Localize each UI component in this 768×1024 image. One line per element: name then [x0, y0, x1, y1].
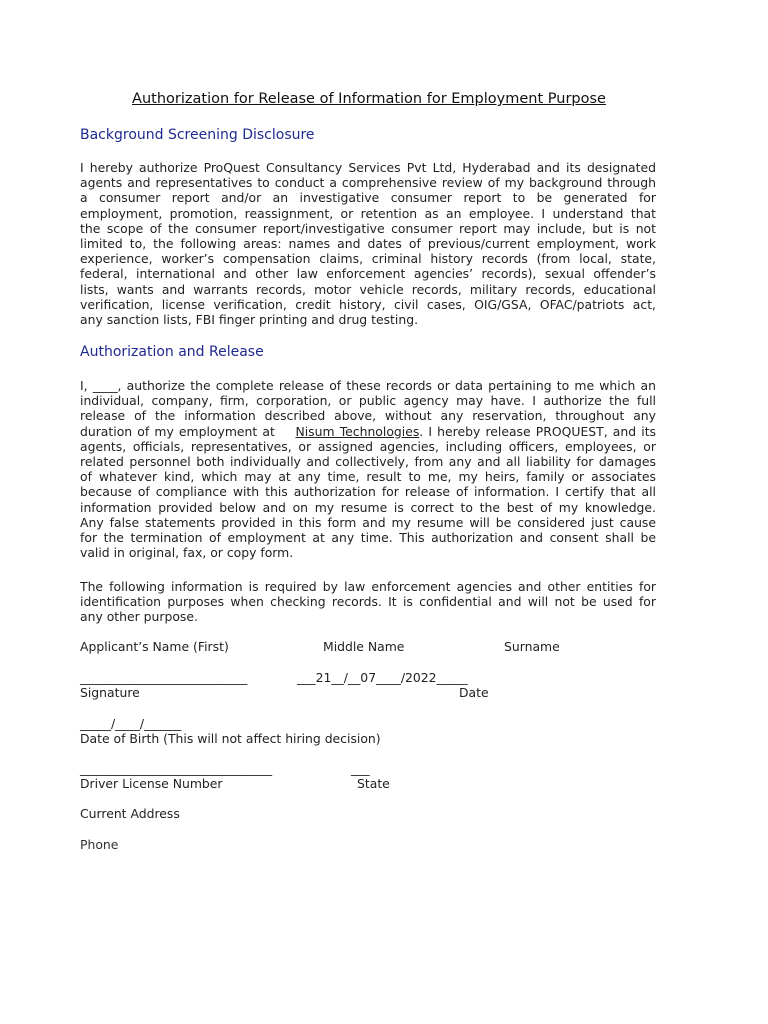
- paragraph-line: any other purpose.: [80, 609, 198, 625]
- paragraph-line: release of the information described above, without any reservation, throughout any: [80, 408, 656, 424]
- paragraph-line: experience, worker’s compensation claims, criminal history records (from local, state,: [80, 251, 656, 267]
- paragraph-line: [80, 424, 656, 439]
- driver-license-field[interactable]: _______________________________: [80, 761, 273, 776]
- section-heading-authorization-release: Authorization and Release: [80, 344, 264, 360]
- paragraph-line: because of compliance with this authorization for release of information. I certify that all: [80, 484, 656, 500]
- paragraph-line-end: . I hereby release PROQUEST, and its: [419, 423, 657, 439]
- paragraph-line: The following information is required by law enforcement agencies and other entities for: [80, 579, 656, 594]
- paragraph-line: I, ____, authorize the complete release of these records or data pertaining to me which an: [80, 378, 656, 393]
- paragraph-line: valid in original, fax, or copy form.: [80, 545, 294, 561]
- date-of-birth-field[interactable]: _____/____/______: [80, 716, 182, 731]
- surname-label: Surname: [504, 639, 560, 654]
- section-heading-background-screening: Background Screening Disclosure: [80, 127, 315, 143]
- paragraph-line: limited to, the following areas: names and dates of previous/current employment, work: [80, 236, 656, 252]
- document-title: Authorization for Release of Information for Employment Purpose: [132, 91, 606, 107]
- phone-label: Phone: [80, 837, 119, 852]
- paragraph-line: for the termination of employment at any time. This authorization and consent shall be: [80, 530, 656, 546]
- paragraph-line: individual, company, firm, corporation, or public agency may have. I authorize the full: [80, 393, 656, 409]
- background-screening-paragraph: [80, 160, 656, 327]
- paragraph-line: verification, license verification, credit history, civil cases, OIG/GSA, OFAC/patriots act,: [80, 296, 656, 312]
- paragraph-line: a consumer report and/or an investigative consumer report to be generated for: [80, 190, 656, 206]
- paragraph-line: the scope of the consumer report/investigative consumer report may include, but is not: [80, 220, 656, 236]
- paragraph-line-start: duration of my employment at: [80, 423, 275, 439]
- first-name-label: Applicant’s Name (First): [80, 639, 229, 654]
- employer-name: Nisum Technologies: [295, 423, 420, 439]
- signature-line[interactable]: ___________________________: [80, 670, 248, 685]
- paragraph-line: identification purposes when checking records. It is confidential and will not be used for: [80, 594, 656, 610]
- paragraph-line: agents, officials, representatives, or assigned agencies, including officers, employees, or: [80, 438, 656, 454]
- paragraph-line: lists, wants and warrants records, motor vehicle records, military records, educational: [80, 281, 656, 297]
- paragraph-line: information provided below and on my resume is correct to the best of my knowledge.: [80, 499, 656, 515]
- state-field[interactable]: ___: [351, 761, 370, 776]
- paragraph-line: I hereby authorize ProQuest Consultancy Services Pvt Ltd, Hyderabad and its designated: [80, 160, 656, 175]
- paragraph-line: of whatever kind, which may at any time, result to me, my heirs, family or associates: [80, 469, 656, 485]
- paragraph-line: federal, international and other law enforcement agencies’ records), sexual offender’s: [80, 266, 656, 282]
- authorization-release-paragraph: [80, 378, 656, 560]
- driver-license-label: Driver License Number: [80, 776, 223, 791]
- date-of-birth-label: Date of Birth (This will not affect hiring decision): [80, 731, 381, 746]
- middle-name-label: Middle Name: [323, 639, 405, 654]
- paragraph-line: Any false statements provided in this form and my resume will be considered just cause: [80, 514, 656, 530]
- current-address-label: Current Address: [80, 806, 180, 821]
- date-label: Date: [459, 685, 489, 700]
- paragraph-line: agents and representatives to conduct a comprehensive review of my background through: [80, 175, 656, 191]
- state-label: State: [357, 776, 390, 791]
- paragraph-line: related personnel both individually and collectively, from any and all liability for damages: [80, 454, 656, 470]
- date-field[interactable]: ___21__/__07____/2022_____: [297, 670, 468, 685]
- paragraph-line: employment, promotion, reassignment, or retention as an employee. I understand that: [80, 205, 656, 221]
- paragraph-line: any sanction lists, FBI finger printing and drug testing.: [80, 312, 419, 328]
- identification-info-paragraph: [80, 579, 656, 625]
- signature-label: Signature: [80, 685, 140, 700]
